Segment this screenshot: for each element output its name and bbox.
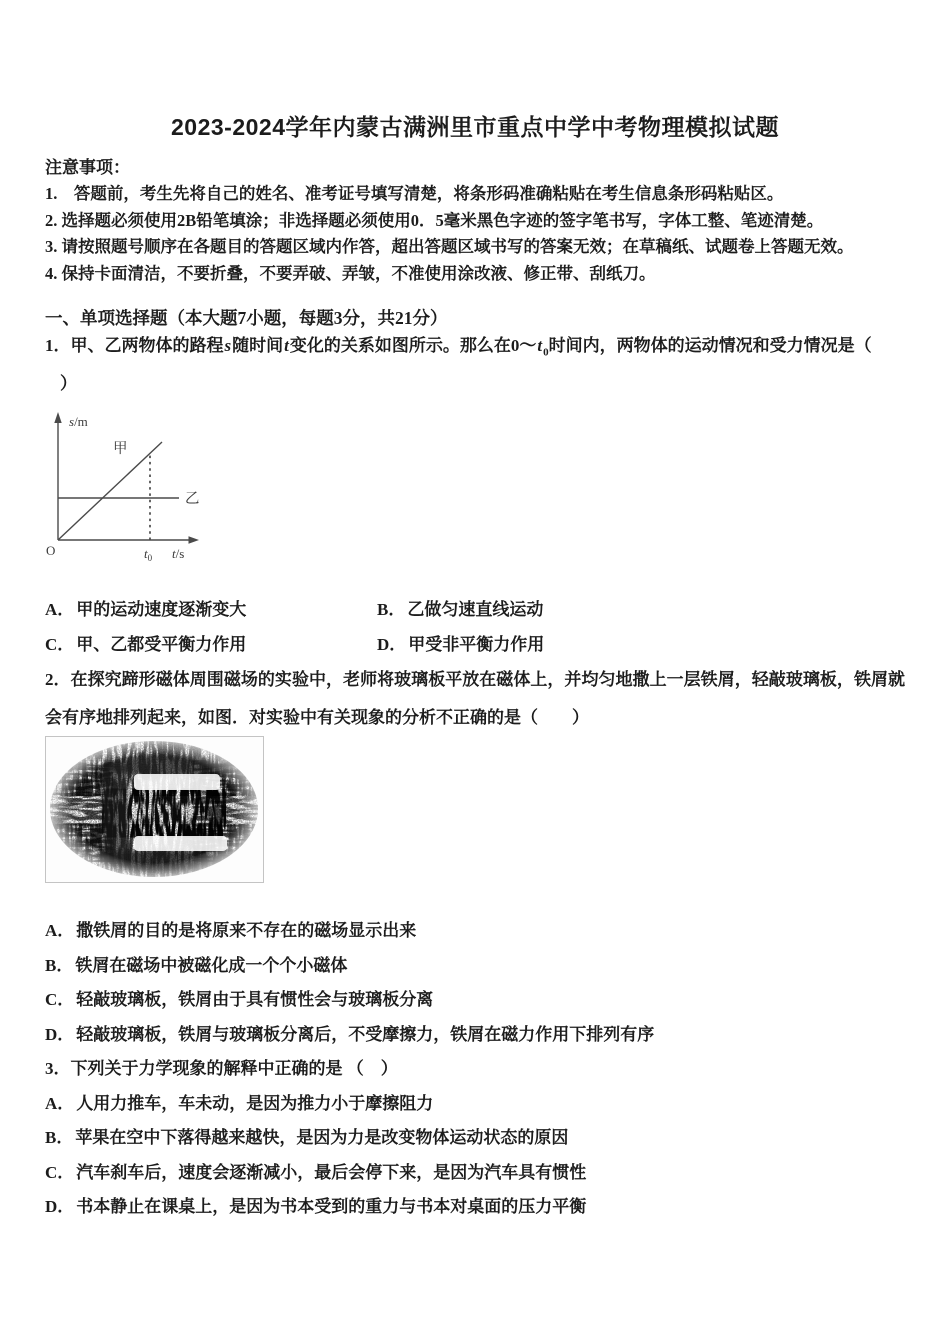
option-a [45, 596, 377, 623]
option-d-label: D． [377, 635, 407, 655]
option-c [45, 1163, 905, 1183]
notice-item-2: 2. 选择题必须使用2B铅笔填涂；非选择题必须使用0．5毫米黑色字迹的签字笔书写，字体工整、笔迹清楚。 [45, 210, 824, 230]
x-axis-label: t/s [172, 546, 185, 562]
option-b-text: 铁屑在磁场中被磁化成一个个小磁体 [75, 955, 348, 975]
option-d-label: D． [45, 1024, 75, 1044]
filings-pattern [46, 737, 263, 882]
notice-item-3: 3. 请按照题号顺序在各题目的答题区域内作答，超出答题区域书写的答案无效；在草稿纸、试题卷上答题无效。 [45, 237, 854, 256]
distance-time-graph [45, 409, 223, 571]
option-b-label: B． [377, 600, 406, 620]
option-d-text: 书本静止在课桌上，是因为书本受到的重力与书本对桌面的压力平衡 [76, 1197, 587, 1217]
option-d [45, 1197, 905, 1217]
question-3-text: 3．下列关于力学现象的解释中正确的是 （ ） [45, 1059, 398, 1079]
option-b-text: 苹果在空中下落得越来越快，是因为力是改变物体运动状态的原因 [75, 1128, 569, 1148]
option-c [45, 990, 905, 1010]
q1-text-part: 随时间 [232, 336, 284, 355]
option-d-text: 甲受非平衡力作用 [408, 635, 545, 655]
jia-label: 甲 [113, 441, 128, 458]
page-content [0, 112, 950, 1217]
option-a-text: 撒铁屑的目的是将原来不存在的磁场显示出来 [76, 921, 417, 941]
question-1-options [45, 596, 905, 658]
variable-t0-subscript: 0 [543, 346, 549, 359]
q1-text-part: 变化的关系如图所示。那么在0～ [289, 336, 537, 355]
q1-text-part: 时间内，两物体的运动情况和受力情况是（ [548, 336, 872, 355]
option-b [377, 596, 905, 623]
question-1-close-paren: ） [60, 374, 77, 394]
option-a-text: 甲的运动速度逐渐变大 [76, 600, 247, 620]
notice-item-1: 1. 答题前，考生先将自己的姓名、准考证号填写清楚，将条形码准确粘贴在考生信息条形码粘贴区。 [45, 184, 784, 203]
question-1-text [45, 332, 905, 366]
option-c [45, 631, 377, 658]
option-b [45, 1128, 905, 1148]
option-c-label: C． [45, 990, 75, 1010]
option-a [45, 921, 905, 941]
line-jia [58, 442, 162, 540]
option-d [377, 631, 905, 658]
option-c-text: 轻敲玻璃板，铁屑由于具有惯性会与玻璃板分离 [76, 990, 434, 1010]
q1-text-part: 1．甲、乙两物体的路程 [45, 336, 224, 355]
option-d-text: 轻敲玻璃板，铁屑与玻璃板分离后，不受摩擦力，铁屑在磁力作用下排列有序 [76, 1024, 655, 1044]
question-2-options [45, 921, 905, 1044]
notice-item-4: 4. 保持卡面清洁，不要折叠，不要弄破、弄皱，不准使用涂改液、修正带、刮纸刀。 [45, 263, 656, 283]
variable-t: t [284, 336, 289, 355]
option-b [45, 956, 905, 976]
option-b-label: B． [45, 1128, 74, 1148]
option-d [45, 1025, 905, 1045]
y-axis-arrow [54, 412, 61, 423]
option-b-label: B． [45, 955, 74, 975]
option-c-label: C． [45, 1162, 75, 1182]
iron-filings-image [45, 736, 264, 883]
variable-t0: t [537, 336, 543, 355]
x-axis-arrow [189, 537, 200, 544]
section-1-heading: 一、单项选择题（本大题7小题，每题3分，共21分） [45, 308, 448, 328]
page-title: 2023-2024学年内蒙古满洲里市重点中学中考物理模拟试题 [171, 114, 779, 140]
option-a-text: 人用力推车，车未动，是因为推力小于摩擦阻力 [76, 1093, 434, 1113]
option-c-text: 汽车刹车后，速度会逐渐减小，最后会停下来，是因为汽车具有惯性 [76, 1162, 587, 1182]
yi-label: 乙 [185, 491, 200, 508]
option-c-text: 甲、乙都受平衡力作用 [76, 635, 247, 655]
variable-s: s [224, 336, 232, 355]
t0-label: $t_0$ [144, 546, 153, 564]
question-3-options [45, 1094, 905, 1217]
option-a-label: A． [45, 1093, 75, 1113]
option-d-label: D． [45, 1197, 75, 1217]
option-c-label: C． [45, 635, 75, 655]
notice-heading: 注意事项： [45, 158, 130, 177]
option-a-label: A． [45, 600, 75, 620]
option-a-label: A． [45, 921, 75, 941]
y-axis-label: s/m [69, 414, 88, 430]
option-a [45, 1094, 905, 1114]
option-b-text: 乙做匀速直线运动 [407, 600, 544, 620]
origin-label: O [46, 543, 56, 559]
question-2-text: 2．在探究蹄形磁体周围磁场的实验中，老师将玻璃板平放在磁体上，并均匀地撒上一层铁屑，轻敲玻璃板，铁屑就会有序地排列起来，如图．对实验中有关现象的分析不正确的是（ ） [45, 670, 905, 727]
